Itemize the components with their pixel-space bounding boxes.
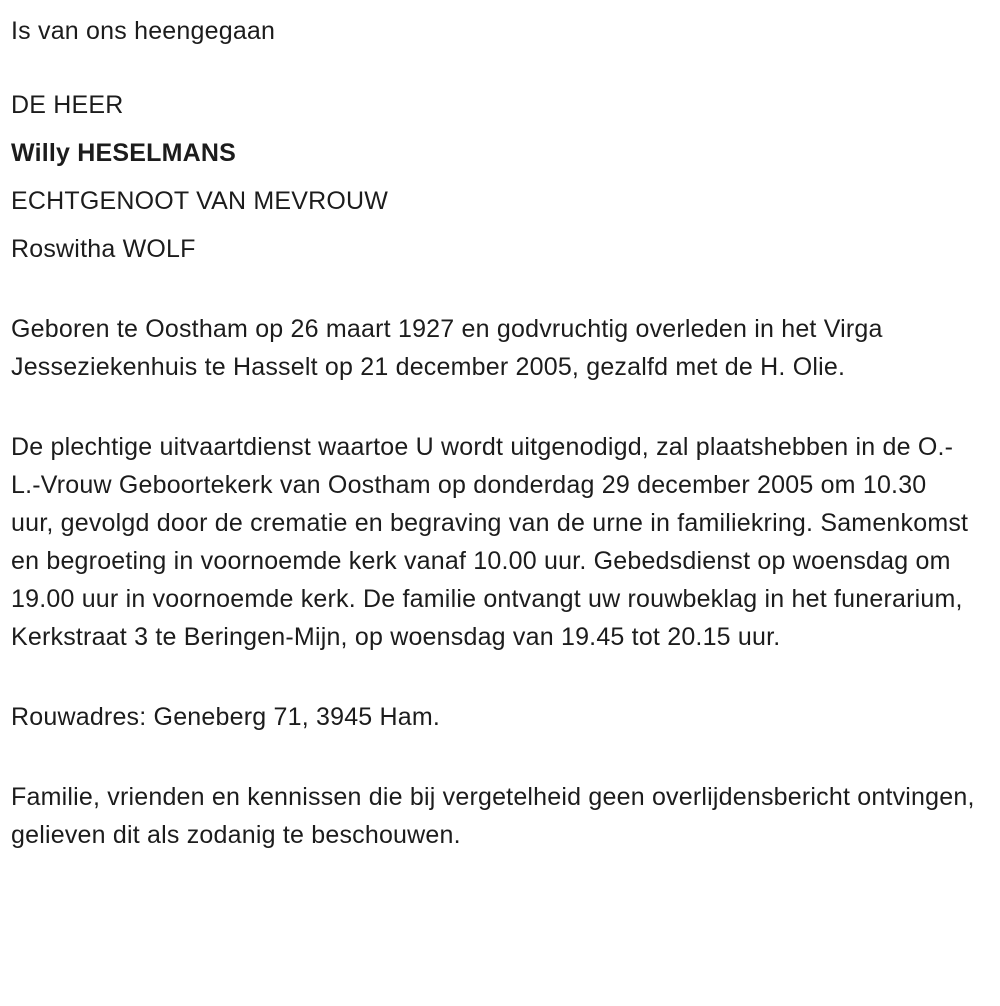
birth-death-paragraph: Geboren te Oostham op 26 maart 1927 en godvruchtig overleden in het Virga Jesseziekenhuis te Hasselt op 21 december 2005, gezalfd met de H. Olie. [11, 315, 890, 381]
closing-paragraph: Familie, vrienden en kennissen die bij vergetelheid geen overlijdensbericht ontvingen, gelieven dit als zodanig te beschouwen. [11, 783, 982, 849]
deceased-name: Willy HESELMANS [11, 139, 237, 167]
relation-line: ECHTGENOOT VAN MEVROUW [11, 187, 389, 215]
spouse-name: Roswitha WOLF [11, 235, 196, 263]
funeral-service-paragraph: De plechtige uitvaartdienst waartoe U wordt uitgenodigd, zal plaatshebben in de O.-L.-Vrouw Geboortekerk van Oostham op donderdag 29 december 2005 om 10.30 uur, gevolgd door de crematie en begraving van de urne in familiekring. Samenkomst en begroeting in voornoemde kerk vanaf 10.00 uur. Gebedsdienst op woensdag om 19.00 uur in voornoemde kerk. De familie ontvangt uw rouwbeklag in het funerarium, Kerkstraat 3 te Beringen-Mijn, op woensdag van 19.45 tot 20.15 uur. [11, 433, 976, 651]
salutation-line: DE HEER [11, 91, 124, 119]
mourning-address-line: Rouwadres: Geneberg 71, 3945 Ham. [11, 703, 441, 731]
intro-line: Is van ons heengegaan [11, 17, 276, 45]
deceased-header [11, 86, 982, 268]
